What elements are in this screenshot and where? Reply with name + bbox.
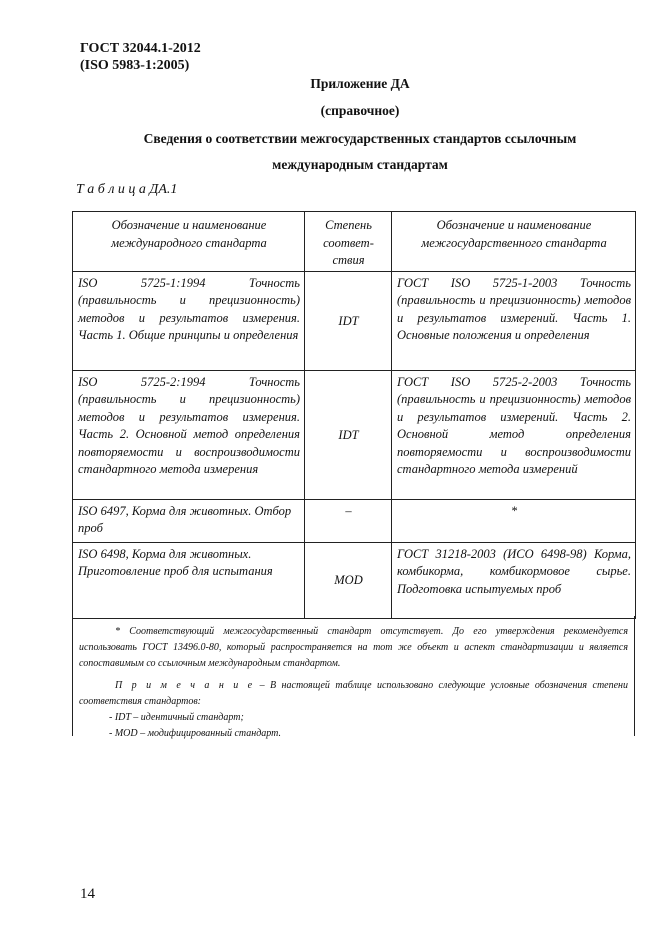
- table-header-row: [73, 212, 636, 272]
- table-notes: [72, 616, 635, 739]
- cell-interstate: ГОСТ ISO 5725-2-2003 Точность (правильность и прецизионность) методов и результатов измерений. Часть 2. Основной метод определения повторяемости и воспроизводимости стандартного метода измерений: [392, 370, 636, 499]
- document-header: [80, 40, 201, 74]
- appendix-subject-line1: Сведения о соответствии межгосударственных стандартов ссылочным: [143, 131, 577, 146]
- header-degree: Степень соответ-ствия: [305, 212, 392, 272]
- table-row: [73, 370, 636, 499]
- cell-interstate: *: [392, 499, 636, 542]
- list-item: - IDT – идентичный стандарт;: [109, 712, 244, 723]
- table-row: [73, 499, 636, 542]
- table-row: [73, 542, 636, 618]
- appendix-title: Приложение ДА: [310, 76, 410, 91]
- page-number: 14: [80, 886, 95, 902]
- header-international: Обозначение и наименование международного стандарта: [73, 212, 305, 272]
- iso-code: (ISO 5983-1:2005): [80, 58, 190, 73]
- cell-degree: MOD: [305, 542, 392, 618]
- cell-international: ISO 6498, Корма для животных. Приготовление проб для испытания: [73, 542, 305, 618]
- cell-degree: IDT: [305, 370, 392, 499]
- note-label: П р и м е ч а н и е: [115, 680, 255, 691]
- table-row: [73, 271, 636, 370]
- standard-code: ГОСТ 32044.1-2012: [80, 41, 201, 56]
- note-text: – В настоящей таблице использовано следующие условные обозначения степени соответствия стандартов:: [79, 680, 629, 707]
- appendix-type: (справочное): [320, 103, 400, 118]
- correspondence-table: [72, 211, 636, 619]
- header-interstate: Обозначение и наименование межгосударственного стандарта: [392, 212, 636, 272]
- cell-interstate: ГОСТ ISO 5725-1-2003 Точность (правильность и прецизионность) методов и результатов измерений. Часть 1. Основные положения и определения: [392, 271, 636, 370]
- appendix-subject-line2: международным стандартам: [272, 157, 448, 172]
- cell-international: ISO 5725-1:1994 Точность (правильность и прецизионность) методов и результатов измерения. Часть 1. Общие принципы и определения: [73, 271, 305, 370]
- cell-international: ISO 5725-2:1994 Точность (правильность и прецизионность) методов и результатов измерения. Часть 2. Основной метод определения повторяемости и воспроизводимости стандартного метода измерения: [73, 370, 305, 499]
- cell-international: ISO 6497, Корма для животных. Отбор проб: [73, 499, 305, 542]
- footnote: * Соответствующий межгосударственный стандарт отсутствует. До его утверждения рекомендуется использовать ГОСТ 13496.0-80, который распространяется на тот же объект и аспект стандартизации и является сопоставимым со ссылочным международным стандартом.: [79, 626, 628, 669]
- table-caption: Т а б л и ц а ДА.1: [76, 182, 178, 197]
- cell-degree: –: [305, 499, 392, 542]
- note: [79, 678, 628, 710]
- cell-interstate: ГОСТ 31218-2003 (ИСО 6498-98) Корма, комбикорма, комбикормовое сырье. Подготовка испытуемых проб: [392, 542, 636, 618]
- cell-degree: IDT: [305, 271, 392, 370]
- list-item: - MOD – модифицированный стандарт.: [109, 728, 281, 739]
